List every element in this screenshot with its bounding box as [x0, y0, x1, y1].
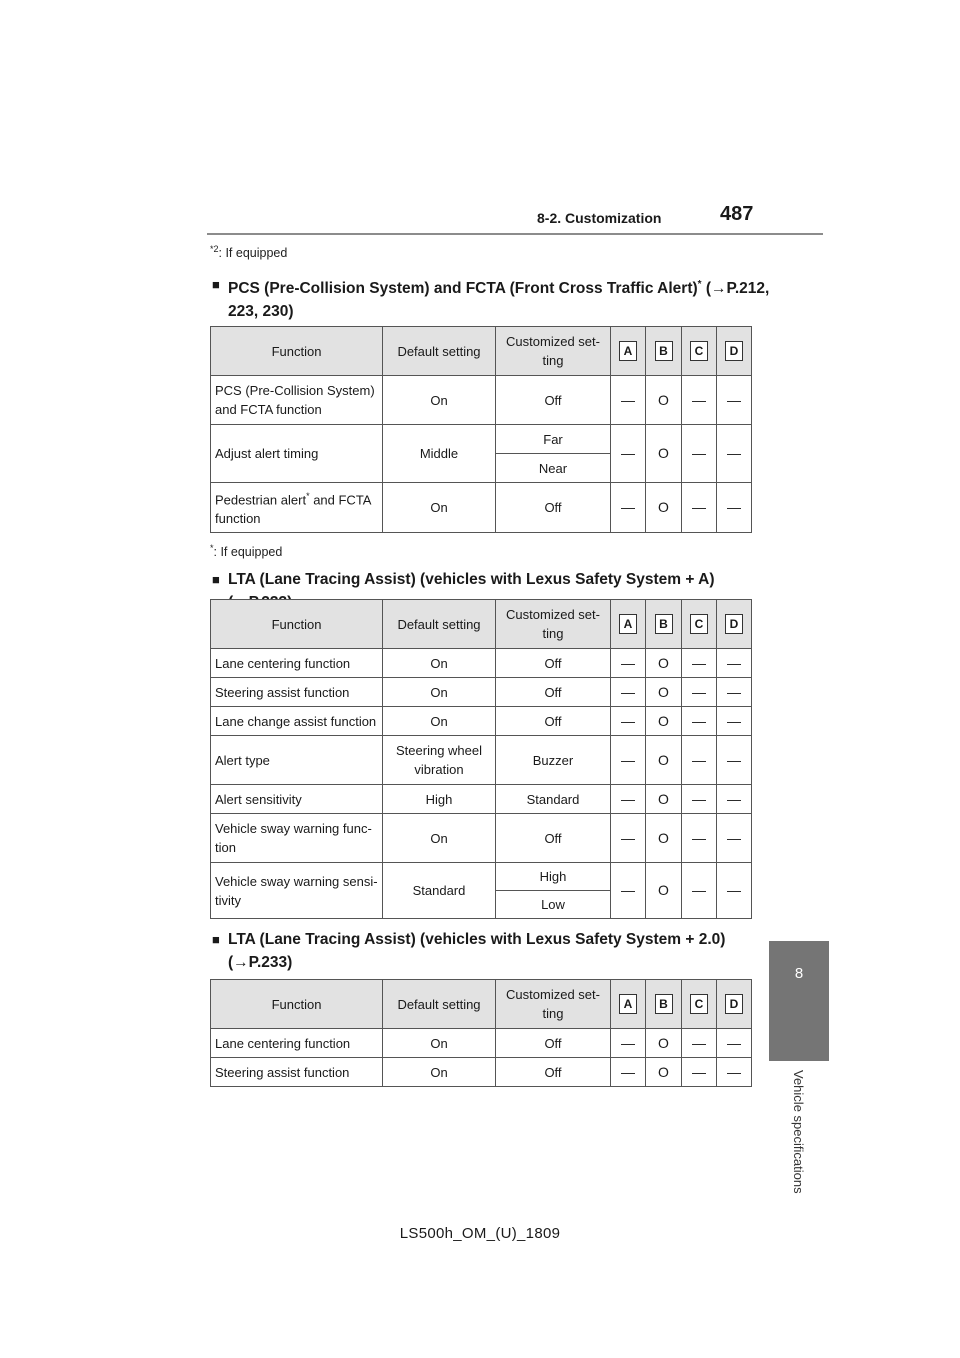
header-a: A — [619, 614, 637, 634]
row-default: On — [383, 814, 496, 863]
table-row — [211, 678, 752, 707]
row-a: — — [611, 1029, 646, 1058]
row-custom: Off — [496, 814, 611, 863]
row-default: On — [383, 707, 496, 736]
page-reference[interactable]: (→P.212, 223, 230) — [228, 280, 770, 321]
table-row — [211, 376, 752, 425]
row-d: — — [717, 1058, 752, 1087]
row-function: Lane centering function — [211, 1029, 383, 1058]
table-header-row — [211, 600, 752, 649]
page-number: 487 — [720, 203, 754, 225]
header-custom: Customized set-ting — [496, 327, 611, 376]
header-c: C — [690, 341, 708, 361]
row-custom: Off — [496, 483, 611, 533]
footnote-text: : If equipped — [218, 246, 288, 261]
row-a: — — [611, 649, 646, 678]
header-b: B — [655, 341, 673, 361]
header-custom: Customized set-ting — [496, 600, 611, 649]
table-row — [211, 814, 752, 863]
row-custom: Off — [496, 707, 611, 736]
row-function: Steering assist function — [211, 678, 383, 707]
heading-text: PCS (Pre-Collision System) and FCTA (Front Cross Traffic Alert) — [228, 280, 698, 298]
row-d: — — [717, 863, 752, 919]
chapter-number: 8 — [794, 965, 804, 982]
row-function: Steering assist function — [211, 1058, 383, 1087]
row-d: — — [717, 483, 752, 533]
header-default: Default setting — [383, 980, 496, 1029]
row-default: On — [383, 649, 496, 678]
row-a: — — [611, 678, 646, 707]
row-function: Adjust alert timing — [211, 425, 383, 483]
row-function-b: and FCTA function — [215, 492, 371, 527]
header-b: B — [655, 614, 673, 634]
row-d: — — [717, 678, 752, 707]
row-a: — — [611, 425, 646, 483]
footnote-if-equipped-2 — [210, 244, 287, 260]
row-custom: Low — [496, 891, 611, 919]
header-d: D — [725, 994, 743, 1014]
table-row — [211, 1029, 752, 1058]
row-b: O — [646, 1029, 682, 1058]
header-a: A — [619, 341, 637, 361]
row-custom: Off — [496, 1029, 611, 1058]
row-b: O — [646, 707, 682, 736]
row-c: — — [682, 707, 717, 736]
table-row — [211, 483, 752, 533]
row-default: Standard — [383, 863, 496, 919]
row-c: — — [682, 785, 717, 814]
table-row — [211, 649, 752, 678]
footnote-if-equipped — [210, 543, 282, 559]
heading-text: LTA (Lane Tracing Assist) (vehicles with Lexus Safety System + 2.0) (→P.233) — [228, 931, 726, 971]
row-c: — — [682, 863, 717, 919]
row-default: Middle — [383, 425, 496, 483]
document-id: LS500h_OM_(U)_1809 — [399, 1225, 561, 1242]
header-custom: Customized set-ting — [496, 980, 611, 1029]
chapter-tab — [769, 941, 829, 1061]
row-custom: Off — [496, 376, 611, 425]
row-function: Alert type — [211, 736, 383, 785]
row-custom: Near — [496, 454, 611, 483]
row-function: Vehicle sway warning sensi-tivity — [211, 863, 383, 919]
row-function: Vehicle sway warning func-tion — [211, 814, 383, 863]
row-b: O — [646, 649, 682, 678]
header-function: Function — [211, 600, 383, 649]
row-default: High — [383, 785, 496, 814]
section-heading-pcs — [212, 273, 772, 323]
row-a: — — [611, 814, 646, 863]
row-b: O — [646, 425, 682, 483]
row-custom: Standard — [496, 785, 611, 814]
table-row — [211, 1058, 752, 1087]
row-d: — — [717, 736, 752, 785]
footnote-marker: *2 — [210, 244, 219, 254]
header-b: B — [655, 994, 673, 1014]
row-a: — — [611, 483, 646, 533]
row-default: Steering wheel vibration — [383, 736, 496, 785]
row-c: — — [682, 1058, 717, 1087]
row-b: O — [646, 1058, 682, 1087]
footnote-marker: * — [306, 490, 310, 501]
footnote-marker: * — [697, 279, 702, 290]
row-a: — — [611, 863, 646, 919]
row-a: — — [611, 736, 646, 785]
row-c: — — [682, 678, 717, 707]
row-default: On — [383, 483, 496, 533]
row-b: O — [646, 376, 682, 425]
row-d: — — [717, 1029, 752, 1058]
row-default: On — [383, 1029, 496, 1058]
square-bullet-icon: ■ — [212, 932, 220, 947]
header-c: C — [690, 994, 708, 1014]
row-b: O — [646, 736, 682, 785]
header-d: D — [725, 341, 743, 361]
table-header-row — [211, 980, 752, 1029]
header-divider — [207, 233, 823, 235]
row-d: — — [717, 376, 752, 425]
square-bullet-icon: ■ — [212, 572, 220, 587]
row-default: On — [383, 1058, 496, 1087]
section-heading-lta-2 — [212, 928, 732, 974]
row-b: O — [646, 678, 682, 707]
square-bullet-icon: ■ — [212, 277, 220, 292]
row-c: — — [682, 736, 717, 785]
row-custom: Off — [496, 678, 611, 707]
table-row — [211, 707, 752, 736]
row-c: — — [682, 483, 717, 533]
row-default: On — [383, 376, 496, 425]
row-function — [211, 483, 383, 533]
row-c: — — [682, 649, 717, 678]
row-d: — — [717, 649, 752, 678]
row-function: Lane centering function — [211, 649, 383, 678]
row-function: Alert sensitivity — [211, 785, 383, 814]
table-row — [211, 785, 752, 814]
row-c: — — [682, 1029, 717, 1058]
row-d: — — [717, 425, 752, 483]
header-c: C — [690, 614, 708, 634]
section-title: 8-2. Customization — [537, 210, 662, 226]
header-default: Default setting — [383, 600, 496, 649]
footnote-marker: * — [210, 543, 214, 553]
row-a: — — [611, 707, 646, 736]
row-b: O — [646, 483, 682, 533]
row-b: O — [646, 814, 682, 863]
row-d: — — [717, 707, 752, 736]
row-custom: Off — [496, 649, 611, 678]
row-b: O — [646, 863, 682, 919]
row-custom: Off — [496, 1058, 611, 1087]
row-d: — — [717, 785, 752, 814]
row-custom: High — [496, 863, 611, 891]
row-a: — — [611, 1058, 646, 1087]
pcs-customization-table — [210, 326, 752, 533]
row-function-a: Pedestrian alert — [215, 492, 307, 508]
row-a: — — [611, 785, 646, 814]
row-function: PCS (Pre-Collision System) and FCTA function — [211, 376, 383, 425]
row-c: — — [682, 425, 717, 483]
row-c: — — [682, 376, 717, 425]
row-b: O — [646, 785, 682, 814]
header-a: A — [619, 994, 637, 1014]
row-function: Lane change assist function — [211, 707, 383, 736]
footnote-text: : If equipped — [213, 545, 283, 560]
chapter-label: Vehicle specifications — [791, 1070, 806, 1194]
row-default: On — [383, 678, 496, 707]
table-row — [211, 425, 752, 454]
header-function: Function — [211, 980, 383, 1029]
heading-text: LTA (Lane Tracing Assist) (vehicles with Lexus Safety System + A) — [228, 571, 715, 588]
header-default: Default setting — [383, 327, 496, 376]
row-custom: Buzzer — [496, 736, 611, 785]
row-custom: Far — [496, 425, 611, 454]
row-a: — — [611, 376, 646, 425]
row-d: — — [717, 814, 752, 863]
table-row — [211, 736, 752, 785]
lta-a-customization-table — [210, 599, 752, 919]
header-function: Function — [211, 327, 383, 376]
lta-2-customization-table — [210, 979, 752, 1087]
header-d: D — [725, 614, 743, 634]
table-header-row — [211, 327, 752, 376]
table-row — [211, 863, 752, 891]
row-c: — — [682, 814, 717, 863]
